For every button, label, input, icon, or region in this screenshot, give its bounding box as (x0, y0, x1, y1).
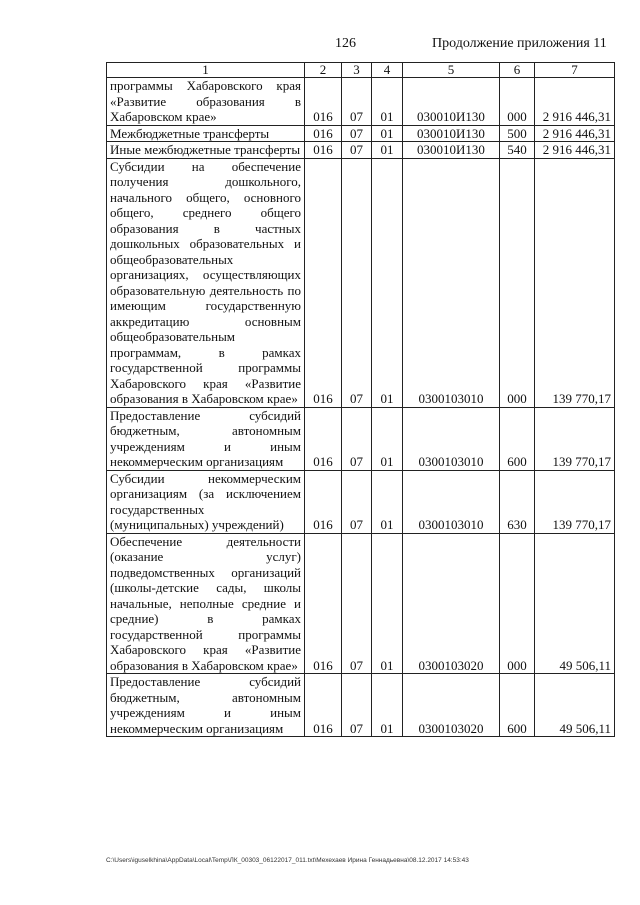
subsection-code: 01 (372, 407, 403, 470)
budget-table (106, 62, 615, 737)
amount: 2 916 446,31 (535, 125, 615, 142)
section-code: 07 (342, 125, 372, 142)
table-row (107, 674, 615, 737)
amount: 139 770,17 (535, 470, 615, 533)
column-header: 3 (342, 63, 372, 78)
ministry-code: 016 (305, 142, 342, 159)
target-item-code: 0300103010 (403, 407, 500, 470)
ministry-code: 016 (305, 407, 342, 470)
amount: 2 916 446,31 (535, 78, 615, 126)
expense-type-code: 500 (500, 125, 535, 142)
column-header: 7 (535, 63, 615, 78)
ministry-code: 016 (305, 470, 342, 533)
column-header: 5 (403, 63, 500, 78)
expense-type-code: 000 (500, 158, 535, 407)
table-row (107, 407, 615, 470)
page-number: 126 (335, 36, 356, 51)
column-header: 6 (500, 63, 535, 78)
row-name: Иные межбюджетные трансферты (107, 142, 305, 159)
expense-type-code: 540 (500, 142, 535, 159)
row-name: программы Хабаровского края «Развитие образования в Хабаровском крае» (107, 78, 305, 126)
subsection-code: 01 (372, 142, 403, 159)
expense-type-code: 000 (500, 78, 535, 126)
section-code: 07 (342, 533, 372, 674)
target-item-code: 0300103020 (403, 533, 500, 674)
table-row (107, 158, 615, 407)
table-row (107, 533, 615, 674)
column-header: 4 (372, 63, 403, 78)
appendix-continuation-label: Продолжение приложения 11 (432, 36, 607, 51)
row-name: Предоставление субсидий бюджетным, автономным учреждениям и иным некоммерческим организациям (107, 407, 305, 470)
ministry-code: 016 (305, 533, 342, 674)
row-name: Обеспечение деятельности (оказание услуг) подведомственных организаций (школы-детские сады, школы начальные, неполные средние и средние) в рамках государственной программы Хабаровского края «Развитие образования в Хабаровском крае» (107, 533, 305, 674)
amount: 49 506,11 (535, 674, 615, 737)
column-header: 2 (305, 63, 342, 78)
table-row (107, 470, 615, 533)
target-item-code: 0300103010 (403, 470, 500, 533)
row-name: Межбюджетные трансферты (107, 125, 305, 142)
section-code: 07 (342, 407, 372, 470)
expense-type-code: 630 (500, 470, 535, 533)
amount: 139 770,17 (535, 158, 615, 407)
table-row (107, 78, 615, 126)
table-row (107, 125, 615, 142)
expense-type-code: 000 (500, 533, 535, 674)
subsection-code: 01 (372, 125, 403, 142)
row-name: Предоставление субсидий бюджетным, автономным учреждениям и иным некоммерческим организациям (107, 674, 305, 737)
target-item-code: 030010И130 (403, 78, 500, 126)
expense-type-code: 600 (500, 407, 535, 470)
ministry-code: 016 (305, 78, 342, 126)
target-item-code: 0300103010 (403, 158, 500, 407)
section-code: 07 (342, 142, 372, 159)
table-row (107, 142, 615, 159)
amount: 2 916 446,31 (535, 142, 615, 159)
ministry-code: 016 (305, 125, 342, 142)
subsection-code: 01 (372, 78, 403, 126)
target-item-code: 030010И130 (403, 125, 500, 142)
amount: 49 506,11 (535, 533, 615, 674)
column-header: 1 (107, 63, 305, 78)
subsection-code: 01 (372, 674, 403, 737)
table-header-row (107, 63, 615, 78)
row-name: Субсидии на обеспечение получения дошкольного, начального общего, основного общего, среднего общего образования в частных дошкольных образовательных и общеобразовательных организациях, осуществляющих образовательную деятельность по имеющим государственную аккредитацию основным общеобразовательным программам, в рамках государственной программы Хабаровского края «Развитие образования в Хабаровском крае» (107, 158, 305, 407)
section-code: 07 (342, 674, 372, 737)
footer-file-path: C:\Users\iguselkhina\AppData\Local\Temp\ЛК_00303_06122017_011.txt\Мехехаев Ирина Геннадьевна\08.12.2017 14:53:43 (106, 857, 469, 864)
section-code: 07 (342, 158, 372, 407)
ministry-code: 016 (305, 158, 342, 407)
subsection-code: 01 (372, 533, 403, 674)
target-item-code: 030010И130 (403, 142, 500, 159)
subsection-code: 01 (372, 470, 403, 533)
expense-type-code: 600 (500, 674, 535, 737)
subsection-code: 01 (372, 158, 403, 407)
target-item-code: 0300103020 (403, 674, 500, 737)
ministry-code: 016 (305, 674, 342, 737)
row-name: Субсидии некоммерческим организациям (за исключением государственных (муниципальных) учреждений) (107, 470, 305, 533)
section-code: 07 (342, 78, 372, 126)
section-code: 07 (342, 470, 372, 533)
amount: 139 770,17 (535, 407, 615, 470)
